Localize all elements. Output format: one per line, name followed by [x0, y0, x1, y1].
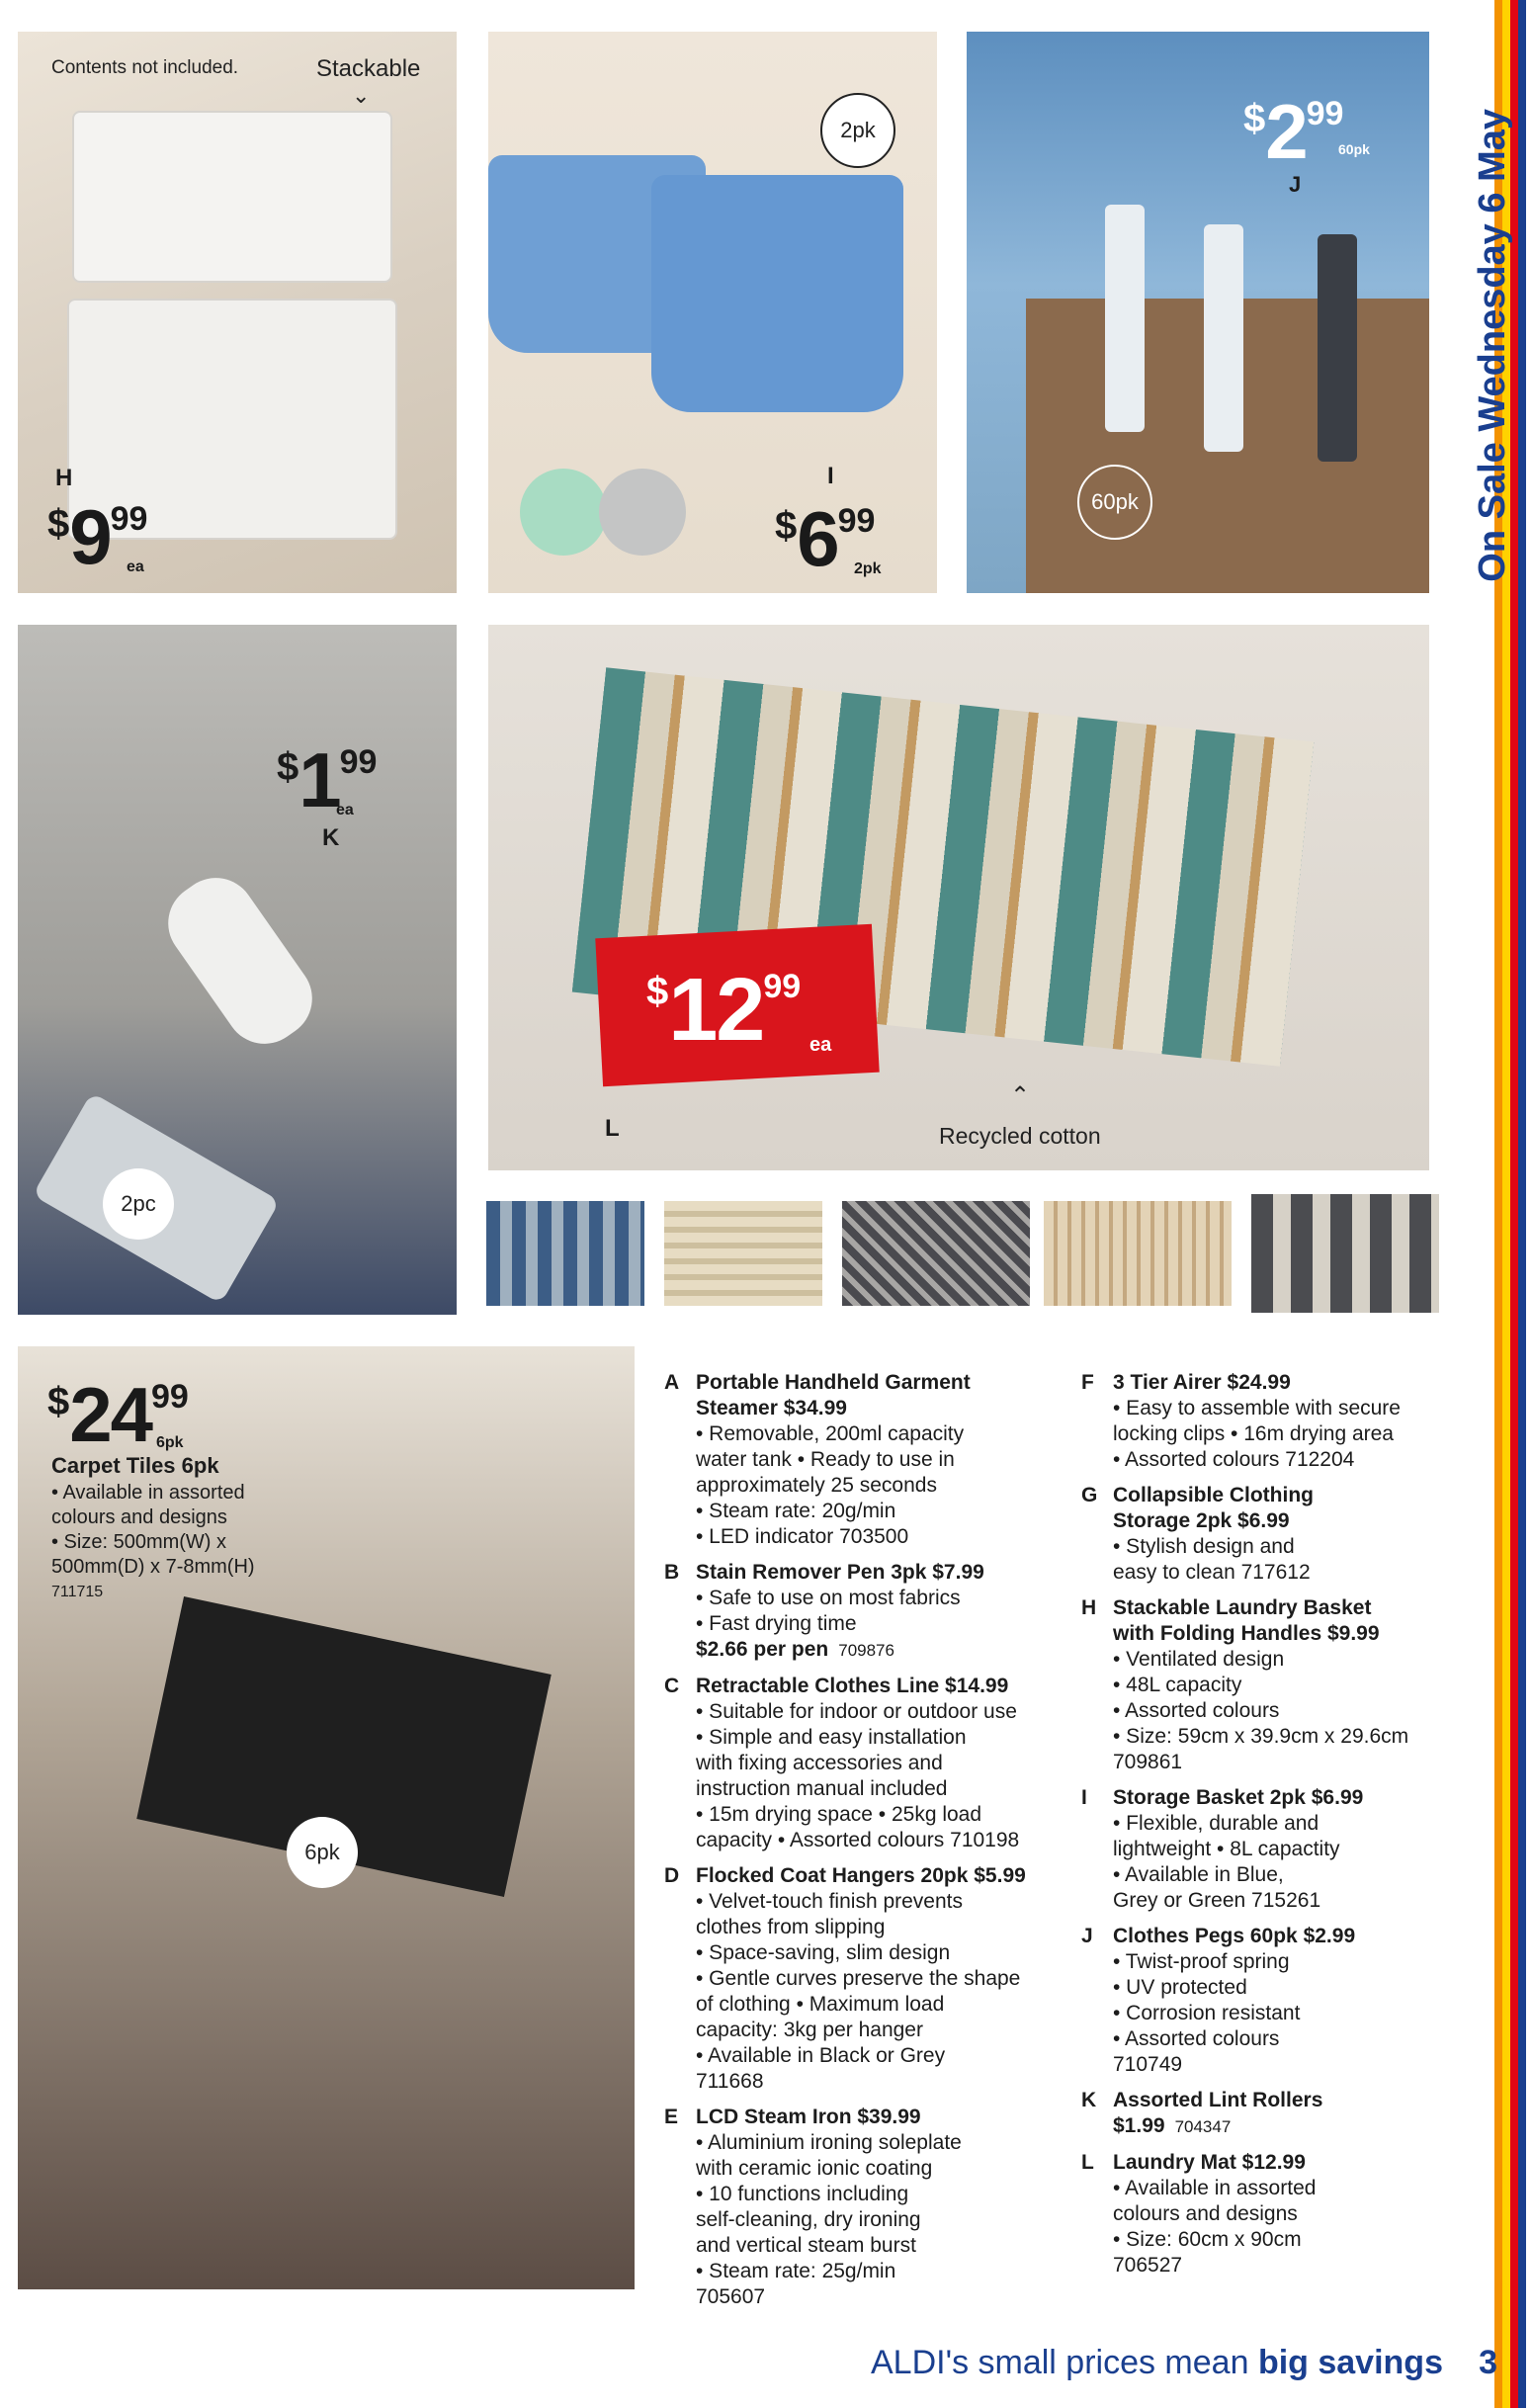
price-tag: $2499 6pk [47, 1371, 189, 1458]
product-title-line: Storage 2pk $6.99 [1113, 1509, 1290, 1532]
mat-variant-5 [1251, 1194, 1439, 1313]
product-detail: • LED indicator 703500 [696, 1525, 909, 1548]
product-detail: • 10 functions including [696, 2183, 909, 2205]
product-detail: • Stylish design and [1113, 1535, 1295, 1558]
product-detail: • Easy to assemble with secure [1113, 1397, 1401, 1419]
product-code: 709876 [838, 1641, 894, 1660]
product-letter: E [664, 2106, 679, 2128]
product-detail: capacity • Assorted colours 710198 [696, 1829, 1020, 1851]
product-detail: • Corrosion resistant [1113, 2002, 1301, 2024]
product-letter: I [1081, 1786, 1087, 1809]
side-banner-text: On Sale Wednesday 6 May [1472, 109, 1513, 582]
product-entry [664, 1560, 1060, 1664]
mat-variant-3 [842, 1201, 1030, 1306]
product-detail: • Fast drying time [696, 1612, 857, 1635]
peg-shape [1105, 205, 1145, 432]
product-detail: 711668 [696, 2070, 764, 2093]
pack-badge: 2pk [820, 93, 895, 168]
product-detail: • Space-saving, slim design [696, 1941, 951, 1964]
product-entry [1081, 1595, 1457, 1775]
page-number: 3 [1479, 2344, 1497, 2381]
product-entry [1081, 2150, 1457, 2279]
product-entry [664, 1674, 1060, 1853]
product-entry [1081, 2088, 1457, 2140]
price-tag: $299 60pk [1243, 88, 1370, 175]
product-letter: L [605, 1115, 620, 1142]
product-detail: water tank • Ready to use in [696, 1448, 955, 1471]
product-entry [1081, 1924, 1457, 2078]
product-detail: clothes from slipping [696, 1916, 886, 1938]
product-detail: • Velvet-touch finish prevents [696, 1890, 963, 1913]
panel-carpet-tiles [18, 1346, 635, 2289]
product-letter: G [1081, 1484, 1098, 1506]
mat-variant-2 [664, 1201, 822, 1306]
product-detail: • Available in Black or Grey [696, 2044, 946, 2067]
product-detail: • Removable, 200ml capacity [696, 1422, 965, 1445]
product-detail: 706527 [1113, 2254, 1183, 2277]
product-title: Collapsible Clothing [1113, 1484, 1314, 1506]
product-detail: • Available in assorted [1113, 2177, 1317, 2199]
product-letter: B [664, 1561, 680, 1584]
pack-badge: 6pk [287, 1817, 358, 1888]
product-detail: with fixing accessories and [696, 1752, 943, 1774]
panel-lint-roller [18, 625, 457, 1315]
recycled-note: Recycled cotton [939, 1123, 1101, 1149]
product-letter: H [55, 465, 73, 491]
product-list-right [1081, 1370, 1457, 2288]
product-title: Flocked Coat Hangers 20pk $5.99 [696, 1864, 1026, 1887]
product-detail: with ceramic ionic coating [696, 2157, 933, 2180]
product-detail: • Twist-proof spring [1113, 1950, 1290, 1973]
carpet-details: • Available in assorted colours and designs • Size: 500mm(W) x 500mm(D) x 7-8mm(H) 711715 [51, 1482, 255, 1600]
price-tag: $999 ea [47, 493, 148, 580]
unit-price [1113, 2113, 1457, 2140]
product-detail: • Assorted colours [1113, 1699, 1280, 1722]
product-detail: locking clips • 16m drying area [1113, 1422, 1394, 1445]
product-detail: • Gentle curves preserve the shape [696, 1967, 1021, 1990]
brand-stripe-navy [1518, 0, 1526, 2408]
stackable-label: Stackable [316, 55, 421, 82]
product-detail: approximately 25 seconds [696, 1474, 937, 1497]
product-detail: • Available in Blue, [1113, 1863, 1284, 1886]
product-letter: K [322, 824, 340, 851]
price-tag: $1299 ea [646, 961, 832, 1060]
product-detail: of clothing • Maximum load [696, 1993, 945, 2016]
color-swatch-grey [599, 469, 686, 556]
product-detail: 705607 [696, 2285, 766, 2308]
product-entry [664, 2105, 1060, 2310]
product-letter: L [1081, 2151, 1094, 2174]
product-list-left [664, 1370, 1060, 2320]
footer-tagline: ALDI's small prices mean big savings [870, 2344, 1443, 2381]
product-detail: • Assorted colours [1113, 2027, 1280, 2050]
product-title: Clothes Pegs 60pk $2.99 [1113, 1925, 1356, 1947]
product-title: Retractable Clothes Line $14.99 [696, 1675, 1009, 1697]
basket-shape [651, 175, 903, 412]
unit-price [696, 1637, 1060, 1664]
product-detail: self-cleaning, dry ironing [696, 2208, 921, 2231]
chevron-up-icon: ⌃ [1010, 1082, 1031, 1109]
product-detail: 709861 [1113, 1751, 1183, 1773]
contents-note: Contents not included. [51, 57, 239, 78]
product-title: Assorted Lint Rollers [1113, 2089, 1323, 2111]
chevron-down-icon: ⌄ [352, 83, 371, 108]
price-tag: $199 ea [277, 736, 378, 823]
carpet-title: Carpet Tiles 6pk [51, 1453, 219, 1478]
basket-shape [72, 111, 392, 283]
product-letter: A [664, 1371, 680, 1394]
product-letter: J [1081, 1925, 1093, 1947]
product-detail: Grey or Green 715261 [1113, 1889, 1321, 1912]
product-title: 3 Tier Airer $24.99 [1113, 1371, 1291, 1394]
product-detail: colours and designs [1113, 2202, 1298, 2225]
product-title: LCD Steam Iron $39.99 [696, 2106, 921, 2128]
product-detail: and vertical steam burst [696, 2234, 916, 2257]
product-detail: • Simple and easy installation [696, 1726, 967, 1749]
mat-variant-4 [1044, 1201, 1232, 1306]
color-swatch-green [520, 469, 607, 556]
product-letter: F [1081, 1371, 1094, 1394]
price-tag: $699 2pk [775, 495, 882, 582]
product-detail: easy to clean 717612 [1113, 1561, 1311, 1584]
product-detail: lightweight • 8L capactity [1113, 1838, 1340, 1860]
product-detail: • Assorted colours 712204 [1113, 1448, 1355, 1471]
product-detail: • Ventilated design [1113, 1648, 1285, 1671]
product-detail: • Flexible, durable and [1113, 1812, 1319, 1835]
product-letter: I [827, 463, 834, 489]
product-detail: • Steam rate: 25g/min [696, 2260, 896, 2282]
peg-shape [1318, 234, 1357, 462]
product-detail: • Suitable for indoor or outdoor use [696, 1700, 1017, 1723]
product-title: Stackable Laundry Basket [1113, 1596, 1372, 1619]
product-entry [1081, 1370, 1457, 1473]
mat-variant-1 [486, 1201, 644, 1306]
roller-shape [153, 862, 328, 1059]
product-detail: capacity: 3kg per hanger [696, 2019, 923, 2041]
product-title-line: with Folding Handles $9.99 [1113, 1622, 1380, 1645]
panel-clothes-pegs [967, 32, 1429, 593]
product-entry [1081, 1483, 1457, 1586]
product-detail: • Size: 59cm x 39.9cm x 29.6cm [1113, 1725, 1409, 1748]
unit-price-value: $2.66 per pen [696, 1638, 829, 1661]
product-detail: 710749 [1113, 2053, 1183, 2076]
product-detail: • Size: 60cm x 90cm [1113, 2228, 1302, 2251]
product-detail: • Aluminium ironing soleplate [696, 2131, 962, 2154]
product-entry [1081, 1785, 1457, 1914]
product-title: Storage Basket 2pk $6.99 [1113, 1786, 1364, 1809]
product-detail: • Safe to use on most fabrics [696, 1587, 961, 1609]
side-banner [1468, 109, 1517, 623]
product-detail: instruction manual included [696, 1777, 948, 1800]
product-letter: D [664, 1864, 680, 1887]
product-code: 704347 [1174, 2117, 1232, 2136]
product-entry [664, 1370, 1060, 1550]
product-letter: K [1081, 2089, 1097, 2111]
product-detail: • 48L capacity [1113, 1674, 1242, 1696]
panel-laundry-basket [18, 32, 457, 593]
product-detail: • 15m drying space • 25kg load [696, 1803, 982, 1826]
panel-storage-basket [488, 32, 937, 593]
product-title-line: Steamer $34.99 [696, 1397, 847, 1419]
product-title: Laundry Mat $12.99 [1113, 2151, 1306, 2174]
product-detail: • Steam rate: 20g/min [696, 1500, 896, 1522]
unit-price-value: $1.99 [1113, 2114, 1165, 2137]
product-letter: J [1289, 172, 1302, 197]
product-title: Portable Handheld Garment [696, 1371, 971, 1394]
panel-laundry-mat [488, 625, 1429, 1170]
pack-badge: 2pc [103, 1168, 174, 1240]
product-detail: • UV protected [1113, 1976, 1247, 1999]
product-entry [664, 1863, 1060, 2095]
peg-shape [1204, 224, 1243, 452]
product-letter: H [1081, 1596, 1097, 1619]
product-title: Stain Remover Pen 3pk $7.99 [696, 1561, 984, 1584]
pack-badge: 60pk [1077, 465, 1152, 540]
product-letter: C [664, 1675, 680, 1697]
